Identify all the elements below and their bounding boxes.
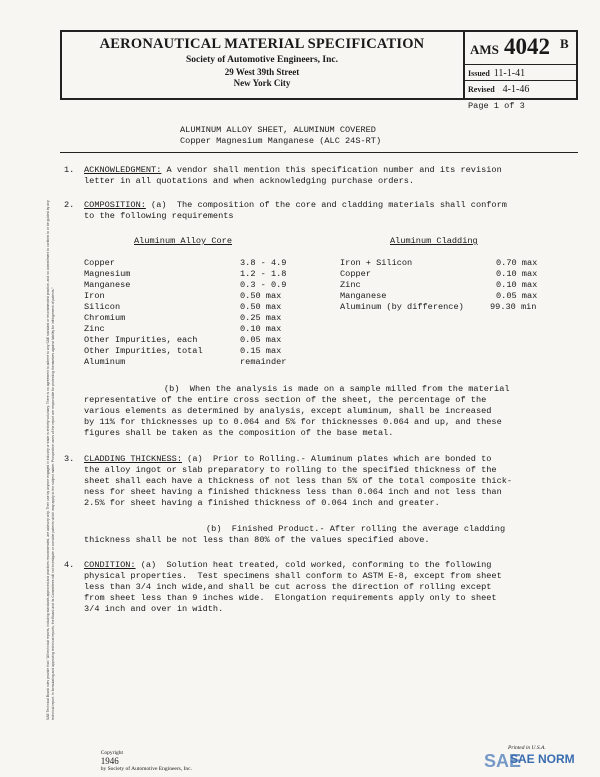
copyright-line <box>98 744 192 772</box>
header-top-rule <box>60 30 578 32</box>
section-2b-line-5: figures shall be taken as the composition of the base metal. <box>84 428 394 438</box>
page-number: Page 1 of 3 <box>468 101 525 111</box>
cladding-element: Manganese <box>340 291 387 301</box>
section-2b-line-2: representative of the entire cross section of the sheet, the percentage of the <box>84 395 487 405</box>
side-advisory-note <box>8 200 55 720</box>
cladding-value: 99.30 min <box>490 302 537 312</box>
section-3-line-2: the alloy ingot or slab preparatory to rolling to the specified thickness of the <box>84 465 497 475</box>
section-3-line-3: sheet shall each have a thickness of not less than 5% of the total composite thick- <box>84 476 513 486</box>
ams-number: 4042 <box>504 34 550 59</box>
core-value: 0.10 max <box>240 324 282 334</box>
core-row <box>84 258 115 269</box>
cladding-value: 0.10 max <box>496 280 538 290</box>
copyright-rest: by Society of Automotive Engineers, Inc. <box>100 766 192 772</box>
section-4-number: 4. <box>64 560 75 570</box>
core-value: remainder <box>240 357 287 367</box>
core-element: Manganese <box>84 280 131 290</box>
section-3-line-1 <box>84 454 491 465</box>
section-4-heading: CONDITION: <box>84 560 136 570</box>
revised-date: 4-1-46 <box>502 84 530 95</box>
section-2b-line-1: (b) When the analysis is made on a sample milled from the material <box>164 384 510 394</box>
subject-rule <box>60 152 578 153</box>
cladding-element: Aluminum (by difference) <box>340 302 464 312</box>
core-value: 0.25 max <box>240 313 282 323</box>
section-2b-line-4: by 11% for thicknesses up to 0.064 and 5% for thicknesses 0.064 and up, and these <box>84 417 502 427</box>
sae-norm-logo <box>484 748 596 772</box>
revised-label: Revised <box>468 85 495 94</box>
section-4-line-1 <box>84 560 491 571</box>
core-value: 1.2 - 1.8 <box>240 269 287 279</box>
cladding-value: 0.10 max <box>496 269 538 279</box>
copyright-word: Copyright <box>100 750 124 756</box>
section-4-text-1: (a) Solution heat treated, cold worked, conforming to the following <box>135 560 492 570</box>
printed-in-usa: Printed in U.S.A. <box>508 745 546 751</box>
cladding-value: 0.70 max <box>496 258 538 268</box>
issued-rule <box>463 80 578 81</box>
section-1-line-1 <box>84 165 502 176</box>
cladding-element: Iron + Silicon <box>340 258 413 268</box>
subject-line-2: Copper Magnesium Manganese (ALC 24S-RT) <box>180 136 382 146</box>
section-3-line-4: ness for sheet having a finished thickness less than 0.064 inch and not less than <box>84 487 502 497</box>
ams-box-rule <box>463 64 578 65</box>
section-2-heading: COMPOSITION: <box>84 200 146 210</box>
section-2-line-1 <box>84 200 507 211</box>
society-city: New York City <box>233 78 291 88</box>
sae-norm-text: SAE NORM <box>510 752 575 766</box>
core-element: Iron <box>84 291 105 301</box>
core-element: Aluminum <box>84 357 126 367</box>
svg-text:SAE: SAE <box>484 751 522 771</box>
section-1-line-2: letter in all quotations and when acknowledging purchase orders. <box>84 176 415 186</box>
core-element: Zinc <box>84 324 105 334</box>
section-2-text-1: (a) The composition of the core and cladding materials shall conform <box>145 200 507 210</box>
section-3-text-1: (a) Prior to Rolling.- Aluminum plates which are bonded to <box>182 454 492 464</box>
section-4-line-3: less than 3/4 inch wide,and shall be cut across the direction of rolling except <box>84 582 492 592</box>
section-3-heading: CLADDING THICKNESS: <box>84 454 182 464</box>
society-name: Society of Automotive Engineers, Inc. <box>186 55 338 65</box>
cladding-element: Zinc <box>340 280 361 290</box>
core-element: Silicon <box>84 302 121 312</box>
section-2-number: 2. <box>64 200 75 210</box>
section-3-number: 3. <box>64 454 75 464</box>
core-value: 3.8 - 4.9 <box>240 258 287 268</box>
issued-label: Issued <box>468 69 490 78</box>
core-value: 0.3 - 0.9 <box>240 280 287 290</box>
ams-revision-letter: B <box>560 36 569 51</box>
section-3-line-5: 2.5% for sheet having a finished thickness of 0.064 inch and greater. <box>84 498 440 508</box>
section-1-text-1: A vendor shall mention this specification number and its revision <box>161 165 502 175</box>
cladding-value: 0.05 max <box>496 291 538 301</box>
header-bottom-rule <box>60 98 578 100</box>
revised-line <box>468 84 529 95</box>
cladding-table-title: Aluminum Cladding <box>390 236 478 246</box>
core-element: Chromium <box>84 313 126 323</box>
ams-number-box <box>468 36 572 62</box>
section-1-number: 1. <box>64 165 75 175</box>
core-value: 0.50 max <box>240 302 282 312</box>
side-advisory-text: SAE Technical Board rules provide that: "All technical reports, including standards approved and practices recommended, are advisory only. Their use by anyone engaged in industry or trade is entirely voluntary. There is no agreement to adhere to any SAE standard or recommended practice, and no commitment to conform to or be guided by any technical report. In formulating and approving technical reports, the Board and its Committees will not investigate or consider patents which may apply to the subject matter. Prospective users of the report are responsible for protecting themselves against liability for infringement of patents." <box>46 200 55 720</box>
core-element: Magnesium <box>84 269 131 279</box>
core-value: 0.50 max <box>240 291 282 301</box>
issued-date: 11-1-41 <box>493 68 526 79</box>
section-4-line-5: 3/4 inch and over in width. <box>84 604 224 614</box>
core-element: Other Impurities, each <box>84 335 198 345</box>
core-value: 0.05 max <box>240 335 282 345</box>
core-element: Other Impurities, total <box>84 346 203 356</box>
core-table-title: Aluminum Alloy Core <box>134 236 232 246</box>
section-2b-line-3: various elements as determined by analysis, except aluminum, shall be increased <box>84 406 492 416</box>
core-value: 0.15 max <box>240 346 282 356</box>
section-3b-line-2: thickness shall be not less than 80% of the values specified above. <box>84 535 430 545</box>
section-1-heading: ACKNOWLEDGMENT: <box>84 165 162 175</box>
spec-title: AERONAUTICAL MATERIAL SPECIFICATION <box>99 36 425 52</box>
copyright-year: 1946 <box>100 756 119 766</box>
cladding-element: Copper <box>340 269 371 279</box>
section-2-line-2: to the following requirements <box>84 211 234 221</box>
section-4-line-4: from sheet less than 9 inches wide. Elongation requirements apply only to sheet <box>84 593 497 603</box>
section-4-line-2: physical properties. Test specimens shall conform to ASTM E-8, except from sheet <box>84 571 502 581</box>
issued-line <box>468 68 525 79</box>
subject-line-1: ALUMINUM ALLOY SHEET, ALUMINUM COVERED <box>180 125 376 135</box>
society-address: 29 West 39th Street <box>224 67 300 77</box>
section-3b-line-1: (b) Finished Product.- After rolling the average cladding <box>206 524 506 534</box>
core-element: Copper <box>84 258 115 268</box>
ams-prefix: AMS <box>470 42 499 57</box>
